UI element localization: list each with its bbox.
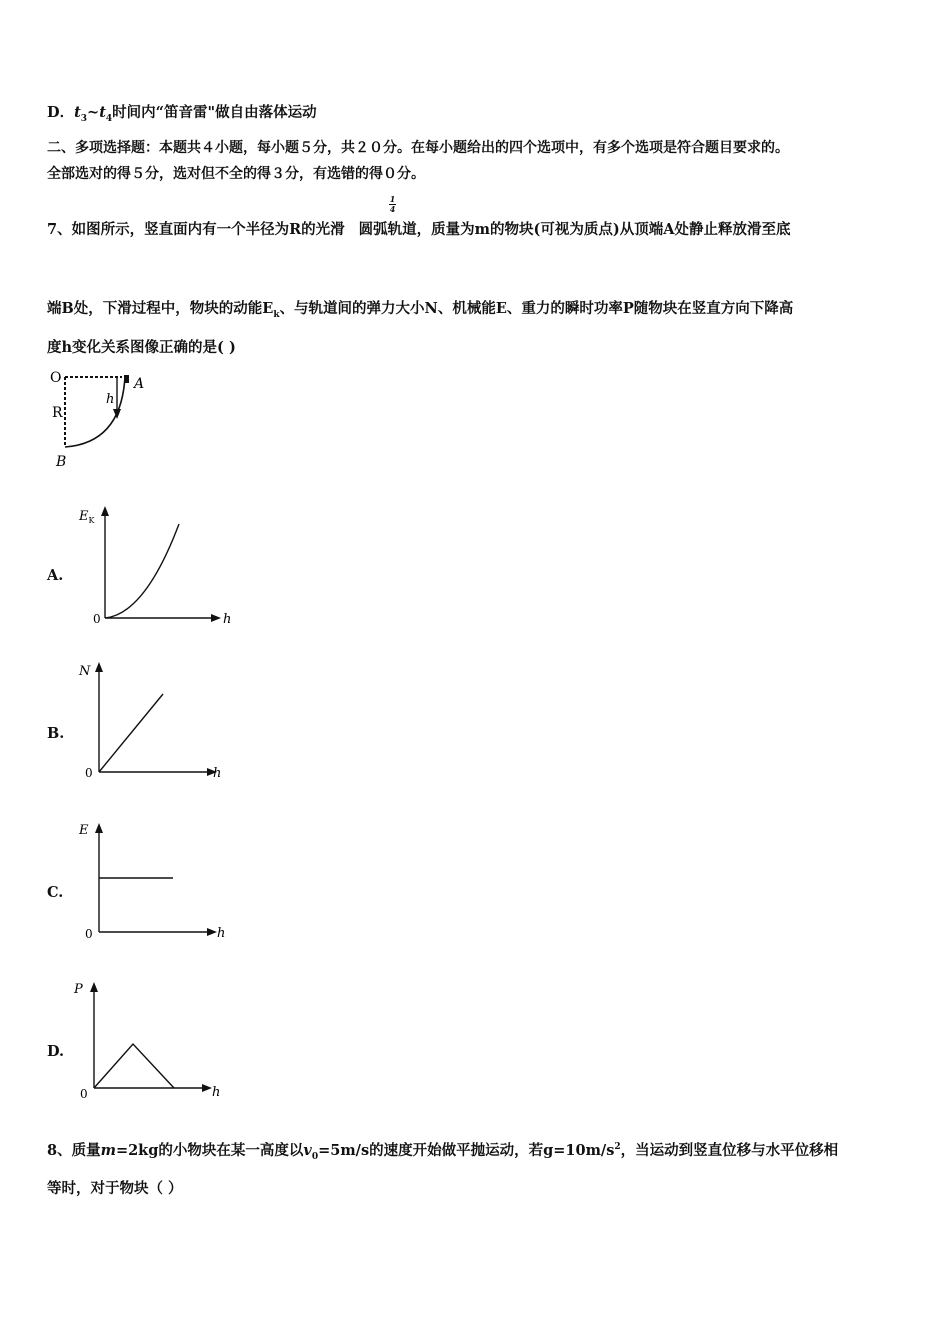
fraction-one-quarter: 1 4	[389, 194, 396, 214]
n-line	[99, 694, 163, 772]
label-A: A	[134, 376, 145, 392]
question-7-line2: 端B处，下滑过程中，物块的动能$E_k$、与轨道间的弹力大小N、机械能E、重力的瞬时功率P随物块在竖直方向下降高	[47, 300, 794, 320]
quarter-circle-track-figure	[45, 365, 165, 470]
section-header-line1: 二、多项选择题：本题共４小题，每小题５分，共２０分。在每小题给出的四个选项中，有多个选项是符合题目要求的。	[47, 140, 789, 156]
x-axis-label: h	[213, 766, 222, 781]
y-axis-label: E	[79, 823, 89, 838]
question-7-line1: 7、如图所示，竖直面内有一个半径为R的光滑 圆弧轨道，质量为m的物块(可视为质点)从顶端A处静止释放滑至底	[47, 221, 791, 238]
label-O: O	[50, 370, 62, 386]
y-axis-label: $E_K$	[79, 509, 95, 525]
x-axis-label: h	[217, 926, 226, 941]
option-d-graph	[70, 976, 240, 1106]
origin-label: 0	[93, 612, 101, 626]
x-axis-arrow	[202, 1084, 212, 1092]
origin-label: 0	[85, 766, 93, 780]
question-8-line1: 8、质量m=2kg的小物块在某一高度以$v_0=5m/s$的速度开始做平抛运动，若$g=10m/s^2$，当运动到竖直位移与水平位移相	[47, 1142, 839, 1162]
option-c-graph	[75, 817, 245, 947]
y-axis-arrow	[95, 662, 103, 672]
x-axis-label: h	[212, 1085, 221, 1100]
y-axis-arrow	[101, 506, 109, 516]
origin-label: 0	[80, 1087, 88, 1101]
option-a-label[interactable]: A.	[47, 567, 64, 584]
x-axis-arrow	[211, 614, 221, 622]
p-triangle	[94, 1044, 174, 1088]
label-R: R	[52, 405, 63, 421]
question-8-line2: 等时，对于物块（ ）	[47, 1180, 183, 1197]
option-label: D．	[47, 104, 75, 121]
block-at-A	[124, 375, 129, 383]
option-c-label[interactable]: C.	[47, 884, 64, 901]
section-header-line2: 全部选对的得５分，选对但不全的得３分，有选错的得０分。	[47, 166, 425, 182]
y-axis-label: P	[74, 982, 83, 997]
y-axis-arrow	[90, 982, 98, 992]
question-7-line3: 度h变化关系图像正确的是( )	[47, 339, 236, 356]
option-b-graph	[75, 658, 245, 788]
origin-label: 0	[85, 927, 93, 941]
option-a-graph	[75, 502, 245, 632]
y-axis-arrow	[95, 823, 103, 833]
x-axis-arrow	[207, 928, 217, 936]
label-h: h	[106, 392, 115, 407]
label-B: B	[56, 454, 67, 470]
option-d-label[interactable]: D.	[47, 1043, 65, 1060]
x-axis-label: h	[223, 612, 232, 627]
ek-curve	[105, 524, 179, 618]
option-b-label[interactable]: B.	[47, 725, 65, 742]
prev-option-d: D．$t_3\sim t_4$时间内“笛音雷"做自由落体运动	[47, 104, 317, 124]
y-axis-label: N	[79, 664, 91, 679]
